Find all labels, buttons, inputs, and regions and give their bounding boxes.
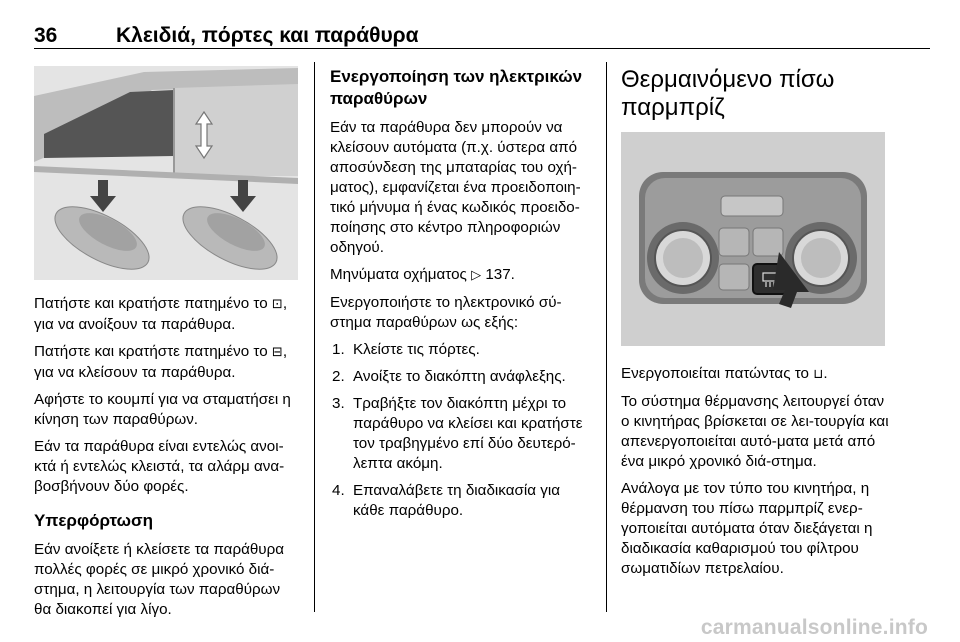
activation-heading: Ενεργοποίηση των ηλεκτρικών παραθύρων: [330, 67, 583, 108]
chapter-title: Κλειδιά, πόρτες και παράθυρα: [116, 24, 419, 47]
heated-rear-window-heading: Θερμαινόμενο πίσω παρμπρίζ: [621, 66, 835, 121]
overload-heading: Υπερφόρτωση: [34, 511, 154, 530]
step-text: Κλείστε τις πόρτες.: [353, 341, 480, 358]
release-instruction: Αφήστε το κουμπί για να σταματήσει η κίνηση των παραθύρων.: [34, 391, 291, 428]
step-number: 4.: [332, 482, 345, 499]
overload-text: Εάν ανοίξετε ή κλείσετε τα παράθυρα πολλές φορές σε μικρό χρονικό διά-στημα, η λειτουργία των παραθύρων θα διακοπεί για λίγο.: [34, 541, 285, 618]
column-1: [34, 66, 300, 627]
step-number: 1.: [332, 341, 345, 358]
step-number: 3.: [332, 395, 345, 412]
list-item: [330, 394, 592, 474]
list-item: [330, 340, 592, 360]
lock-text: Πατήστε και κρατήστε πατημένο το: [34, 343, 268, 360]
activation-instruction: Ενεργοποιείται πατώντας το ⊔.: [621, 365, 828, 382]
heating-dpf-note: Ανάλογα με τον τύπο του κινητήρα, η θέρμανση του πίσω παρμπρίζ ενερ-γοποιείται αυτόματα όταν διεξάγεται η διαδικασία καθαρισμού του φίλτρου σωματιδίων πετρελαίου.: [621, 480, 873, 577]
column-divider-2: [606, 62, 607, 612]
step-text: Επαναλάβετε τη διαδικασία για κάθε παράθυρο.: [353, 482, 560, 519]
page-ref-arrow-icon: ▷: [471, 268, 482, 283]
activation-steps-intro: Ενεργοποιήστε το ηλεκτρονικό σύ-στημα παραθύρων ως εξής:: [330, 294, 562, 331]
activation-intro: Εάν τα παράθυρα δεν μπορούν να κλείσουν αυτόματα (π.χ. ύστερα από αποσύνδεση της μπαταρίας του οχή-ματος), εμφανίζεται ένα προειδοποιη-τικό μήνυμα ή ένας κωδικός προειδο-ποίησης στο κέντρο πληροφοριών οδηγού.: [330, 119, 581, 256]
rear-defrost-icon: ⊔: [813, 367, 824, 382]
step-text: Τραβήξτε τον διακόπτη μέχρι το παράθυρο να κλείσει και κρατήστε τον τραβηγμένο επί δύο δευτερό-λεπτα ακόμη.: [353, 395, 583, 472]
unlock-text: Πατήστε και κρατήστε πατημένο το: [34, 295, 268, 312]
vehicle-messages-page: 137.: [485, 266, 515, 283]
window-keyfob-figure: [34, 66, 298, 280]
vehicle-messages-ref: [330, 265, 592, 286]
column-divider-1: [314, 62, 315, 612]
page-header: [34, 22, 930, 49]
list-item: [330, 481, 592, 521]
column-2: [330, 66, 592, 528]
activation-steps-list: [330, 340, 592, 521]
activation-text: Ενεργοποιείται πατώντας το: [621, 365, 809, 382]
unlock-instruction: Πατήστε και κρατήστε πατημένο το ⊡, για να ανοίξουν τα παράθυρα.: [34, 295, 288, 333]
hazard-flash-note: Εάν τα παράθυρα είναι εντελώς ανοι-κτά ή εντελώς κλειστά, τα αλάρμ ανα-βοσβήνουν δύο φορές.: [34, 438, 285, 495]
lock-text-tail: για να κλείσουν τα παράθυρα.: [34, 364, 236, 381]
climate-panel-figure: [621, 132, 885, 346]
list-item: [330, 367, 592, 387]
step-number: 2.: [332, 368, 345, 385]
lock-icon: ⊟: [271, 345, 283, 360]
heating-auto-off: Το σύστημα θέρμανσης λειτουργεί όταν ο κινητήρας βρίσκεται σε λει-τουργία και απενεργοποιείται αυτό-ματα μετά από ένα μικρό χρονικό διά-στημα.: [621, 393, 889, 470]
column-3: [621, 66, 891, 586]
unlock-text-tail: για να ανοίξουν τα παράθυρα.: [34, 316, 236, 333]
watermark: carmanualsonline.info: [700, 616, 928, 639]
lock-instruction: Πατήστε και κρατήστε πατημένο το ⊟, για να κλείσουν τα παράθυρα.: [34, 343, 288, 381]
unlock-icon: ⊡: [271, 297, 283, 312]
vehicle-messages-text: Μηνύματα οχήματος: [330, 266, 467, 283]
page-number: 36: [34, 24, 58, 47]
step-text: Ανοίξτε το διακόπτη ανάφλεξης.: [353, 368, 566, 385]
